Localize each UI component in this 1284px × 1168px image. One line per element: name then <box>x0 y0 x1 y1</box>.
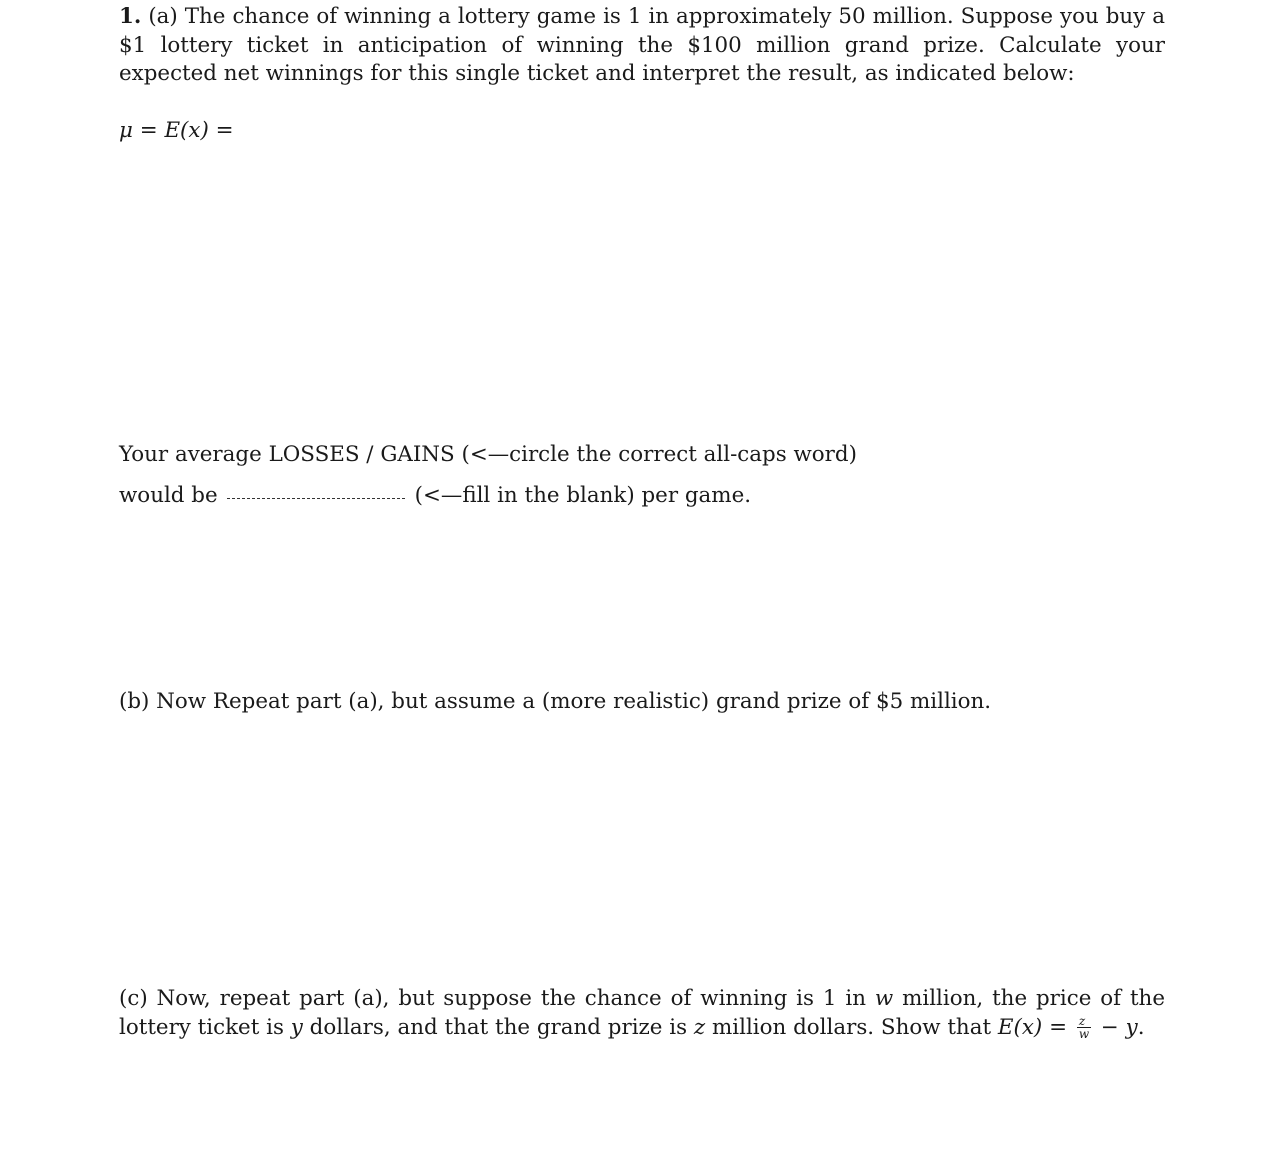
part-a-label: (a) <box>148 4 178 29</box>
part-a-question <box>119 3 1165 89</box>
mu-symbol: μ <box>119 118 133 143</box>
losses-gains-line <box>119 441 1165 470</box>
eq-period: . <box>1137 1014 1145 1040</box>
frac-denominator: w <box>1078 1027 1090 1041</box>
blank-note: (<—fill in the blank) per game. <box>414 483 752 508</box>
would-be-label: would be <box>119 483 218 508</box>
eq-y: y <box>1125 1014 1138 1040</box>
var-z: z <box>693 1014 706 1040</box>
eq-equals: = <box>1049 1014 1067 1040</box>
frac-numerator: z <box>1077 1015 1091 1028</box>
var-w: w <box>874 986 894 1011</box>
part-c-question <box>119 985 1165 1042</box>
fill-blank-line <box>119 482 1165 511</box>
problem-number: 1. <box>119 4 142 29</box>
part-c-text-2: million, the price of the lottery ticket is <box>119 986 1165 1040</box>
part-c-text-1: (c) Now, repeat part (a), but suppose the chance of winning is 1 in <box>119 986 866 1011</box>
part-c-text-4: million dollars. Show that <box>712 1014 992 1040</box>
eq-minus: − <box>1100 1014 1119 1040</box>
part-c-text-3: dollars, and that the grand prize is <box>309 1014 688 1040</box>
var-y: y <box>290 1014 303 1040</box>
answer-blank[interactable] <box>227 498 405 499</box>
expected-value-equation <box>119 117 1165 146</box>
expected-value-expression: = E(x) = <box>139 118 234 143</box>
part-a-text: The chance of winning a lottery game is 1 in approximately 50 million. Suppose you buy a $1 lottery ticket in anticipation of winning the $100 million grand prize. Calculate your expected net winnings for this single ticket and interpret the result, as indicated below: <box>119 4 1165 86</box>
z-over-w-fraction <box>1077 1015 1091 1040</box>
losses-gains-text: Your average LOSSES / GAINS (<—circle the correct all-caps word) <box>119 442 857 467</box>
part-b-text: (b) Now Repeat part (a), but assume a (more realistic) grand prize of $5 million. <box>119 689 992 714</box>
part-b-question <box>119 688 1165 717</box>
eq-lhs: E(x) <box>997 1014 1043 1040</box>
